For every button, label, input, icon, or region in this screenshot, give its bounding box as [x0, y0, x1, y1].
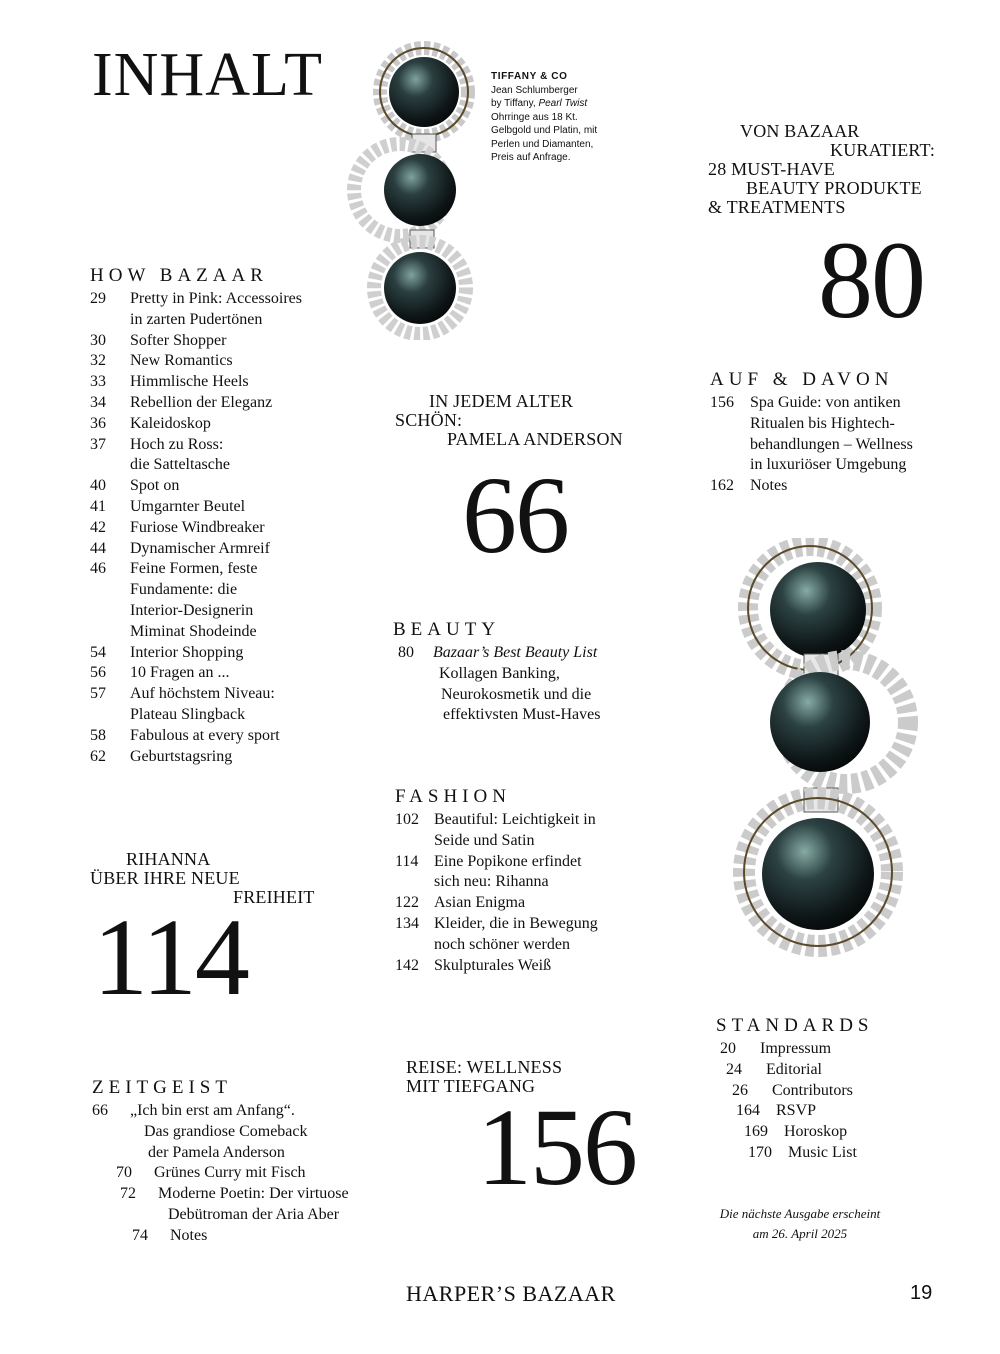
toc-page-number: 26	[732, 1081, 748, 1099]
toc-page-number: 80	[398, 644, 414, 661]
toc-page-number: 29	[90, 290, 106, 307]
toc-title: Neurokosmetik und die	[441, 685, 592, 703]
toc-title: Seide und Satin	[434, 831, 535, 849]
toc-entry[interactable]	[90, 331, 360, 352]
feature-pamela-page[interactable]: 66	[462, 454, 568, 576]
toc-entry[interactable]	[716, 1060, 936, 1081]
caption-brand: TIFFANY & CO	[491, 71, 568, 82]
toc-list	[710, 393, 970, 497]
toc-title: 10 Fragen an ...	[130, 664, 230, 682]
toc-page-number: 20	[720, 1040, 736, 1057]
toc-title: Interior Shopping	[130, 643, 244, 661]
toc-entry[interactable]	[716, 1143, 936, 1164]
toc-entry[interactable]	[395, 852, 655, 894]
caption-line: by Tiffany,	[491, 98, 539, 109]
toc-page-number: 33	[90, 373, 106, 391]
feature-line: ÜBER IHRE NEUE	[90, 868, 240, 888]
toc-page-number: 74	[132, 1226, 148, 1244]
toc-title: New Romantics	[130, 352, 233, 370]
toc-title: Notes	[170, 1226, 208, 1244]
toc-title: Spa Guide: von antiken	[750, 394, 901, 411]
toc-title: sich neu: Rihanna	[434, 873, 549, 891]
toc-title: RSVP	[776, 1102, 817, 1120]
footer-brand: HARPER’S BAZAAR	[406, 1281, 616, 1306]
toc-title: Kollagen Banking,	[439, 664, 560, 682]
caption-line: Perlen und Diamanten,	[491, 138, 594, 150]
feature-line: MIT TIEFGANG	[406, 1076, 536, 1096]
toc-title: Ritualen bis Hightech-	[750, 414, 895, 432]
feature-line: RIHANNA	[126, 849, 211, 869]
toc-title: Music List	[788, 1143, 857, 1161]
section-heading: STANDARDS	[716, 1015, 874, 1036]
toc-page-number: 162	[710, 477, 734, 495]
toc-title: Editorial	[766, 1060, 822, 1078]
image-caption	[491, 70, 631, 165]
toc-entry[interactable]	[90, 497, 360, 518]
toc-title: Auf höchstem Niveau:	[130, 685, 275, 703]
toc-list	[92, 1101, 392, 1247]
toc-title: Furiose Windbreaker	[130, 518, 265, 536]
toc-title: Grünes Curry mit Fisch	[154, 1164, 306, 1182]
toc-title: Fundamente: die	[130, 581, 238, 599]
toc-page-number: 36	[90, 414, 106, 432]
toc-page-number: 46	[90, 560, 106, 578]
toc-page-number: 72	[120, 1185, 136, 1203]
feature-line: VON BAZAAR	[740, 121, 860, 141]
toc-title: noch schöner werden	[434, 935, 570, 953]
toc-title: Eine Popikone erfindet	[434, 852, 582, 870]
next-issue-line: Die nächste Ausgabe erscheint	[719, 1206, 881, 1221]
toc-page-number: 56	[90, 664, 106, 682]
caption-product: Pearl Twist	[538, 98, 588, 109]
toc-page-number: 66	[92, 1102, 108, 1119]
toc-page-number: 42	[90, 518, 106, 536]
toc-entry[interactable]	[92, 1184, 392, 1226]
toc-title: Feine Formen, feste	[130, 560, 258, 578]
feature-line: BEAUTY PRODUKTE	[746, 178, 922, 198]
toc-page-number: 30	[90, 331, 106, 349]
toc-title: Kaleidoskop	[130, 414, 211, 432]
section-how-bazaar	[90, 266, 360, 767]
toc-title: Debütroman der Aria Aber	[168, 1205, 340, 1223]
toc-entry[interactable]	[710, 476, 970, 497]
feature-pamela-heading	[395, 390, 655, 450]
toc-entry[interactable]	[92, 1226, 392, 1247]
toc-title: Interior-Designerin	[130, 601, 254, 619]
toc-title: Moderne Poetin: Der virtuose	[158, 1185, 349, 1203]
section-heading: ZEITGEIST	[92, 1077, 232, 1098]
caption-line: Ohrringe aus 18 Kt.	[491, 111, 578, 123]
section-heading: AUF & DAVON	[710, 369, 894, 390]
toc-page-number: 58	[90, 726, 106, 744]
toc-page-number: 122	[395, 894, 419, 912]
section-fashion	[395, 787, 655, 976]
toc-title: Himmlische Heels	[130, 373, 249, 391]
feature-line: KURATIERT:	[830, 140, 936, 160]
section-heading: FASHION	[395, 786, 511, 807]
toc-title: Geburtstagsring	[130, 747, 233, 765]
next-issue-date: am 26. April 2025	[752, 1226, 848, 1241]
feature-line: SCHÖN:	[395, 410, 463, 430]
toc-entry[interactable]	[92, 1163, 392, 1184]
toc-entry[interactable]	[90, 476, 360, 497]
toc-title: Beautiful: Leichtigkeit in	[434, 811, 596, 828]
toc-entry[interactable]	[710, 393, 970, 476]
toc-page-number: 164	[736, 1102, 760, 1120]
toc-entry[interactable]	[90, 372, 360, 393]
toc-entry[interactable]	[90, 393, 360, 414]
feature-line: IN JEDEM ALTER	[429, 391, 574, 411]
toc-title: „Ich bin erst am Anfang“.	[130, 1102, 295, 1119]
toc-entry[interactable]	[90, 435, 360, 477]
toc-title: in zarten Pudertönen	[130, 310, 263, 328]
toc-entry[interactable]	[716, 1122, 936, 1143]
toc-entry[interactable]	[90, 351, 360, 372]
earring-image-large	[718, 538, 918, 974]
toc-title: Hoch zu Ross:	[130, 435, 224, 453]
toc-title: Kleider, die in Bewegung	[434, 914, 598, 932]
toc-entry[interactable]	[716, 1039, 936, 1060]
toc-page-number: 170	[748, 1143, 772, 1161]
toc-page-number: 32	[90, 352, 106, 370]
feature-line: FREIHEIT	[233, 887, 315, 907]
toc-title: in luxuriöser Umgebung	[750, 456, 907, 474]
feature-reise-page[interactable]: 156	[477, 1086, 636, 1208]
toc-title: Plateau Slingback	[130, 705, 246, 723]
toc-title: die Satteltasche	[130, 456, 230, 474]
feature-line: & TREATMENTS	[708, 197, 846, 217]
toc-entry[interactable]	[716, 1101, 936, 1122]
toc-entry[interactable]	[90, 414, 360, 435]
toc-entry[interactable]	[90, 726, 360, 747]
toc-page-number: 169	[744, 1123, 768, 1141]
feature-rihanna-page[interactable]: 114	[93, 896, 248, 1018]
section-standards	[716, 1016, 936, 1164]
toc-page-number: 57	[90, 685, 106, 703]
toc-entry[interactable]	[90, 684, 360, 726]
toc-title: Impressum	[760, 1040, 832, 1057]
feature-line: 28 MUST-HAVE	[708, 159, 835, 179]
toc-title: Das grandiose Comeback	[144, 1122, 308, 1140]
toc-list	[716, 1039, 936, 1164]
toc-title: Spot on	[130, 477, 180, 495]
toc-page-number: 54	[90, 643, 106, 661]
toc-entry[interactable]	[90, 643, 360, 664]
toc-entry[interactable]	[92, 1101, 392, 1163]
toc-page-number: 40	[90, 477, 106, 495]
caption-line: Gelbgold und Platin, mit	[491, 125, 598, 136]
next-issue-note	[700, 1204, 900, 1244]
toc-title: Notes	[750, 477, 788, 495]
toc-page-number: 37	[90, 435, 106, 453]
toc-page-number: 156	[710, 394, 734, 411]
toc-entry[interactable]	[90, 539, 360, 560]
caption-line: Preis auf Anfrage.	[491, 152, 571, 163]
page-number: 19	[910, 1282, 933, 1304]
toc-title: Dynamischer Armreif	[130, 539, 270, 557]
toc-list	[90, 289, 360, 767]
toc-title: Contributors	[772, 1081, 853, 1099]
toc-title: Softer Shopper	[130, 331, 227, 349]
toc-entry[interactable]	[90, 663, 360, 684]
toc-page-number: 134	[395, 914, 419, 932]
section-zeitgeist	[92, 1078, 392, 1247]
section-beauty	[393, 620, 673, 726]
section-auf-davon	[710, 370, 970, 497]
toc-page-number: 62	[90, 747, 106, 765]
toc-list	[393, 643, 673, 726]
toc-title: Skulpturales Weiß	[434, 956, 552, 974]
toc-title: Miminat Shodeinde	[130, 622, 257, 640]
toc-entry[interactable]	[393, 643, 673, 726]
toc-entry[interactable]	[90, 747, 360, 768]
toc-page-number: 41	[90, 497, 106, 515]
toc-entry[interactable]	[395, 956, 655, 977]
feature-line: REISE: WELLNESS	[406, 1057, 563, 1077]
toc-title: Asian Enigma	[434, 894, 526, 912]
toc-title: der Pamela Anderson	[148, 1143, 285, 1161]
toc-page-number: 44	[90, 539, 106, 557]
toc-entry[interactable]	[395, 810, 655, 852]
section-heading: BEAUTY	[393, 619, 501, 640]
toc-list	[395, 810, 655, 976]
toc-entry[interactable]	[90, 518, 360, 539]
toc-page-number: 34	[90, 393, 106, 411]
toc-title: Rebellion der Eleganz	[130, 393, 273, 411]
feature-beauty-page[interactable]: 80	[818, 219, 924, 341]
toc-title: Bazaar’s Best Beauty List	[433, 644, 598, 661]
earring-image-small	[340, 30, 480, 340]
toc-page-number: 114	[395, 852, 419, 870]
toc-title: behandlungen – Wellness	[750, 435, 913, 453]
toc-title: Umgarnter Beutel	[130, 497, 246, 515]
page-title: INHALT	[92, 41, 324, 109]
caption-line: Jean Schlumberger	[491, 84, 578, 96]
toc-page-number: 142	[395, 956, 419, 974]
toc-title: Fabulous at every sport	[130, 726, 280, 744]
toc-entry[interactable]	[395, 914, 655, 956]
toc-entry[interactable]	[716, 1081, 936, 1102]
toc-title: effektivsten Must-Haves	[443, 706, 601, 724]
toc-title: Pretty in Pink: Accessoires	[130, 290, 302, 307]
toc-title: Horoskop	[784, 1123, 848, 1141]
toc-entry[interactable]	[395, 893, 655, 914]
feature-beauty-heading	[708, 120, 938, 218]
toc-entry[interactable]	[90, 559, 360, 642]
toc-page-number: 102	[395, 811, 419, 828]
section-heading: HOW BAZAAR	[90, 265, 268, 286]
feature-line: PAMELA ANDERSON	[447, 429, 623, 449]
toc-entry[interactable]	[90, 289, 360, 331]
toc-page-number: 24	[726, 1060, 742, 1078]
toc-page-number: 70	[116, 1164, 132, 1182]
